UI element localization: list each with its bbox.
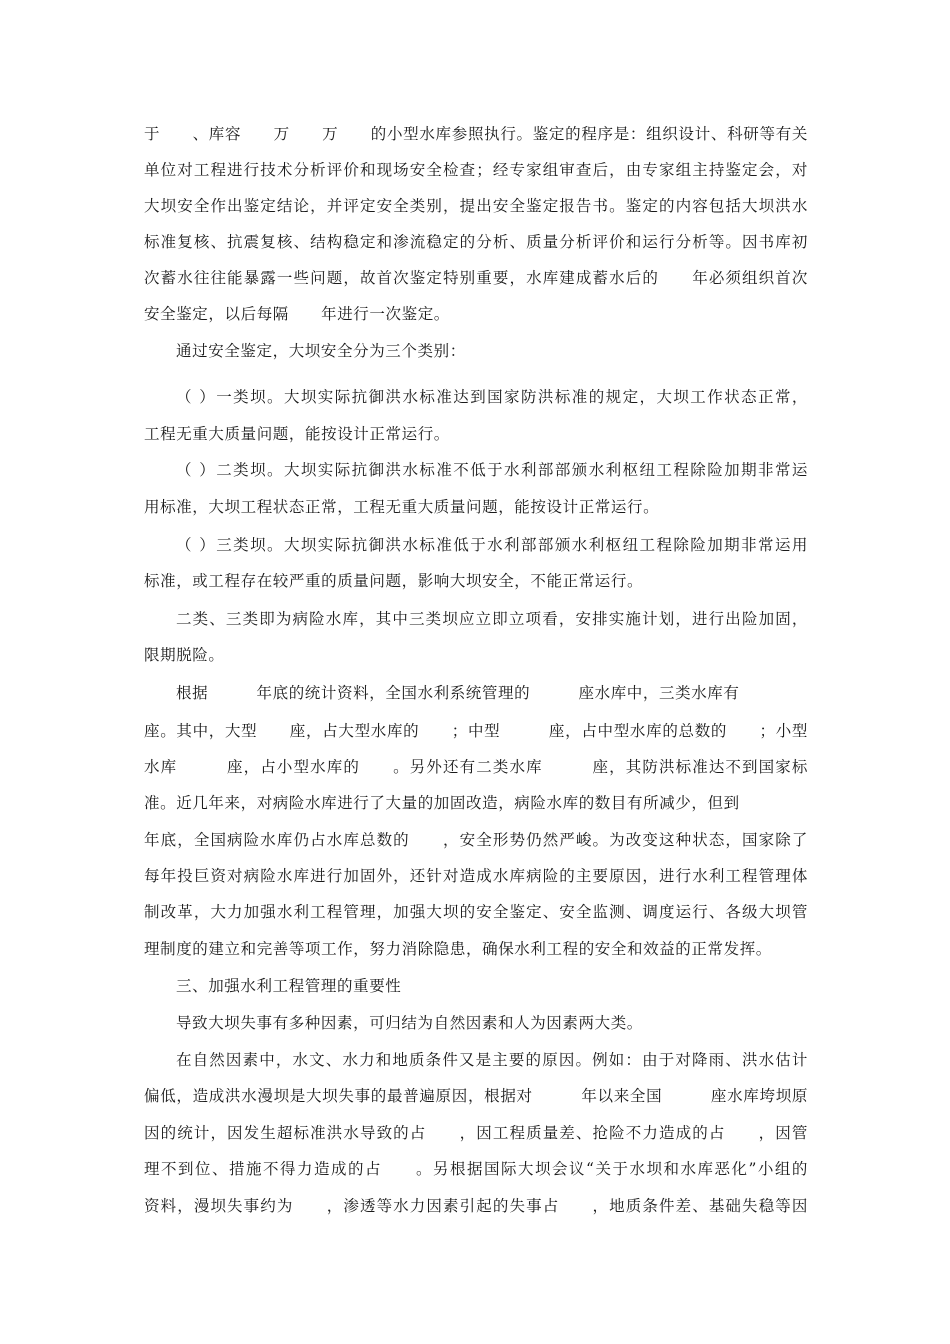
paragraph-line: 年底，全国病险水库仍占水库总数的 ，安全形势仍然严峻。为改变这种状态，国家除了 [144, 831, 808, 849]
paragraph-line: 制改革，大力加强水利工程管理，加强大坝的安全鉴定、安全监测、调度运行、各级大坝管 [144, 903, 808, 921]
paragraph-line: 用标准，大坝工程状态正常，工程无重大质量问题，能按设计正常运行。 [144, 498, 660, 516]
paragraph-line: 导致大坝失事有多种因素，可归结为自然因素和人为因素两大类。 [176, 1014, 643, 1032]
paragraph-line: 水库 座，占小型水库的 。另外还有二类水库 座，其防洪标准达不到国家标 [144, 758, 808, 776]
paragraph-line: 通过安全鉴定，大坝安全分为三个类别： [176, 342, 466, 360]
paragraph-line: 限期脱险。 [144, 646, 225, 664]
paragraph-line: 每年投巨资对病险水库进行加固外，还针对造成水库病险的主要原因，进行水利工程管理体 [144, 867, 808, 885]
section-heading: 三、加强水利工程管理的重要性 [176, 977, 402, 995]
paragraph-line: 次蓄水往往能暴露一些问题，故首次鉴定特别重要，水库建成蓄水后的 年必须组织首次 [144, 269, 808, 287]
paragraph-line: 座。其中，大型 座，占大型水库的 ；中型 座，占中型水库的总数的 ；小型 [144, 722, 808, 740]
paragraph-line: 准。近几年来，对病险水库进行了大量的加固改造，病险水库的数目有所减少，但到 [144, 794, 740, 812]
paragraph-line: 在自然因素中，水文、水力和地质条件又是主要的原因。例如：由于对降雨、洪水估计 [176, 1051, 808, 1069]
paragraph-line: 因的统计，因发生超标准洪水导致的占 ，因工程质量差、抢险不力造成的占 ，因管 [144, 1124, 808, 1142]
paragraph-line: 理制度的建立和完善等项工作，努力消除隐患，确保水利工程的安全和效益的正常发挥。 [144, 940, 772, 958]
paragraph-line: 标准，或工程存在较严重的质量问题，影响大坝安全，不能正常运行。 [144, 572, 644, 590]
paragraph-line: （ ）二类坝。大坝实际抗御洪水标准不低于水利部部颁水利枢纽工程除险加期非常运 [176, 461, 808, 479]
paragraph-line: 理不到位、措施不得力造成的占 。另根据国际大坝会议“关于水坝和水库恶化”小组的 [144, 1160, 808, 1178]
paragraph-line: 安全鉴定，以后每隔 年进行一次鉴定。 [144, 305, 450, 323]
paragraph-line: 根据 年底的统计资料，全国水利系统管理的 座水库中，三类水库有 [176, 684, 740, 702]
paragraph-line: 单位对工程进行技术分析评价和现场安全检查；经专家组审查后，由专家组主持鉴定会，对 [144, 161, 808, 179]
paragraph-line: 资料，漫坝失事约为 ，渗透等水力因素引起的失事占 ，地质条件差、基础失稳等因 [144, 1197, 808, 1215]
paragraph-line: 大坝安全作出鉴定结论，并评定安全类别，提出安全鉴定报告书。鉴定的内容包括大坝洪水 [144, 197, 808, 215]
paragraph-line: 偏低，造成洪水漫坝是大坝失事的最普遍原因，根据对 年以来全国 座水库垮坝原 [144, 1087, 808, 1105]
paragraph-line: （ ）三类坝。大坝实际抗御洪水标准低于水利部部颁水利枢纽工程除险加期非常运用 [176, 536, 808, 554]
paragraph-line: 标准复核、抗震复核、结构稳定和渗流稳定的分析、质量分析评价和运行分析等。因书库初 [144, 233, 808, 251]
paragraph-line: 工程无重大质量问题，能按设计正常运行。 [144, 425, 450, 443]
paragraph-line: 二类、三类即为病险水库，其中三类坝应立即立项看，安排实施计划，进行出险加固， [176, 610, 808, 628]
paragraph-line: 于 、库容 万 万 的小型水库参照执行。鉴定的程序是：组织设计、科研等有关 [144, 125, 808, 143]
paragraph-line: （ ）一类坝。大坝实际抗御洪水标准达到国家防洪标准的规定，大坝工作状态正常， [176, 388, 808, 406]
